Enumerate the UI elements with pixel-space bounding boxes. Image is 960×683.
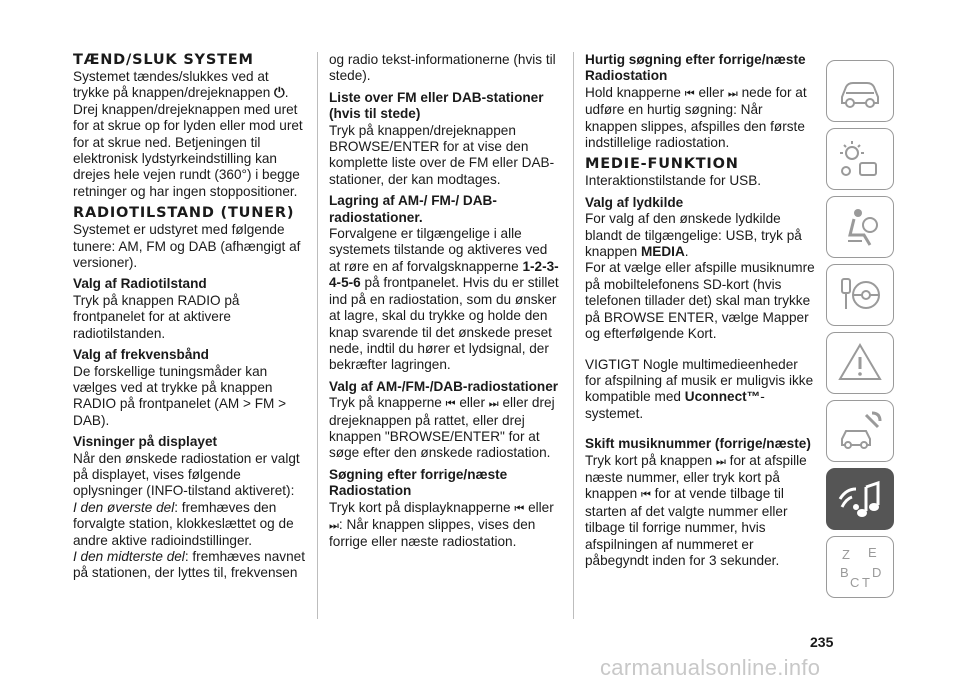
letter-b: B <box>840 565 849 580</box>
heading-liste: Liste over FM eller DAB-stationer (hvis til stede) <box>329 89 544 122</box>
para-sog: Tryk kort på displayknapperne ⏮ eller ⏭ : Når knappen slippes, vises den forrige eller næste radiostation. <box>329 499 554 550</box>
para-lydkilde-b: For at vælge eller afspille musiknumre på mobiltelefonens SD-kort (hvis telefonen tillader det) skal man trykke på BROWSE ENTER, vælge Mapper og efterfølgende Kort. <box>585 260 815 342</box>
power-icon: ⏻ <box>274 85 285 101</box>
tab-multimedia[interactable] <box>826 468 894 530</box>
multimedia-icon <box>836 477 884 521</box>
tab-airbag-seat[interactable] <box>826 196 894 258</box>
heading-skift: Skift musiknummer (forrige/næste) <box>585 436 811 452</box>
letter-c: C <box>850 575 860 589</box>
para-system-a: Systemet tændes/slukkes ved at trykke på knappen/drejeknappen ⏻. <box>73 69 289 101</box>
para-liste: Tryk på knappen/drejeknappen BROWSE/ENTER for at vise den komplette liste over de FM eller DAB-stationer, der kan modtages. <box>329 122 555 187</box>
para-valg: Tryk på knapperne ⏮ eller ⏭ eller drej drejeknappen på rattet, eller drej knappen "BROWSE/ENTER" for at søge efter den ønskede radiostation. <box>329 395 555 461</box>
next-track-icon: ⏭ <box>715 455 724 468</box>
next-track-icon: ⏭ <box>727 87 736 100</box>
letter-z: Z <box>842 547 850 562</box>
heading-system: TÆND/SLUK SYSTEM <box>73 52 254 68</box>
para-medie: Interaktionstilstande for USB. <box>585 173 762 189</box>
para-frekvens: De forskellige tuningsmåder kan vælges ved at trykke på knappen RADIO på frontpanelet (AM > FM > DAB). <box>73 363 287 428</box>
para-ovre: I den øverste del: fremhæves den forvalgte station, klokkeslættet og de andre aktive radioindstillinger. <box>73 499 294 548</box>
para-hurtig: Hold knapperne ⏮ eller ⏭ nede for at udføre en hurtig søgning: Når knappen slippes, afspilles den første indstillelige radiostation. <box>585 84 807 151</box>
heading-valg-radio: Valg af Radiotilstand <box>73 276 207 292</box>
tab-warning-triangle[interactable] <box>826 332 894 394</box>
para-vigtigt: VIGTIGT Nogle multimedieenheder for afspilning af musik er muligvis ikke kompatible med Uconnect™-systemet. <box>585 356 814 421</box>
heading-visninger: Visninger på displayet <box>73 434 218 450</box>
column-divider-1 <box>317 52 318 619</box>
column-divider-2 <box>573 52 574 619</box>
airbag-seat-icon <box>836 205 884 249</box>
heading-lagring: Lagring af AM-/ FM-/ DAB-radiostationer. <box>329 193 497 225</box>
car-outline-icon <box>836 69 884 113</box>
para-skift: Tryk kort på knappen ⏭ for at afspille næste nummer, eller tryk kort på knappen ⏮ for at vende tilbage til starten af det valgte nummer eller tilbage til forrige nummer, hvis afspilningen af nummeret er påbegyndt inden for 3 sekunder. <box>585 452 807 568</box>
prev-track-icon: ⏮ <box>445 398 454 411</box>
dashboard-lights-icon <box>836 137 884 181</box>
para-visninger: Når den ønskede radiostation er valgt på displayet, vises følgende oplysninger (INFO-tilstand aktiveret): <box>73 450 300 499</box>
tab-alphabet-index[interactable] <box>826 536 894 598</box>
para-lydkilde-a: For valg af den ønskede lydkilde blandt de tilgængelige: USB, tryk på knappen MEDIA. <box>585 211 802 260</box>
para-cont: og radio tekst-informationerne (hvis til stede). <box>329 52 556 84</box>
para-valg-radio: Tryk på knappen RADIO på frontpanelet for at aktivere radiotilstanden. <box>73 292 240 341</box>
para-system-b: Drej knappen/drejeknappen med uret for at skrue op for lyden eller mod uret for at skrue ned. Betjeningen til elektronisk lydstyrkeindstilling kan drejes hele vejen rundt (360°) i begge retninger og har ingen stoppositioner. <box>73 101 303 199</box>
next-track-icon: ⏭ <box>488 398 497 411</box>
para-radio: Systemet er udstyret med følgende tunere: AM, FM og DAB (afhængigt af versioner). <box>73 222 301 271</box>
heading-radio: RADIOTILSTAND (TUNER) <box>73 205 295 222</box>
prev-track-icon: ⏮ <box>514 502 523 515</box>
para-lagring: Forvalgene er tilgængelige i alle systemets tilstande og aktiveres ved at røre en af forvalgsknapperne 1-2-3-4-5-6 på frontpanelet. Hvis du er stillet ind på en radiostation, som du ønsker at lagre, skal du trykke og holde den knap svarende til det ønskede preset nede, indtil du hører et lydsignal, der bekræfter lagringen. <box>329 226 559 373</box>
tab-wrench-car[interactable] <box>826 400 894 462</box>
heading-lydkilde: Valg af lydkilde <box>585 194 684 210</box>
warning-triangle-icon <box>836 341 884 385</box>
tab-dashboard-lights[interactable] <box>826 128 894 190</box>
next-track-icon: ⏭ <box>329 519 337 532</box>
page-number: 235 <box>810 634 834 650</box>
letter-d: D <box>872 565 882 580</box>
column-3 <box>585 52 817 569</box>
watermark: carmanualsonline.info <box>600 655 821 680</box>
para-midt: I den midterste del: fremhæves navnet på stationen, der lyttes til, frekvensen <box>73 548 305 581</box>
chapter-sidebar <box>826 60 896 604</box>
heading-frekvens: Valg af frekvensbånd <box>73 347 209 363</box>
heading-valg-station: Valg af AM-/FM-/DAB-radiostationer <box>329 378 559 394</box>
column-1 <box>73 52 305 582</box>
letter-t: T <box>862 575 870 589</box>
tab-steering-key[interactable] <box>826 264 894 326</box>
heading-hurtig: Hurtig søgning efter forrige/næste Radiostation <box>585 52 806 84</box>
alphabet-index-icon <box>836 545 884 589</box>
heading-medie: MEDIE-FUNKTION <box>585 156 739 173</box>
column-2 <box>329 52 561 551</box>
heading-sogning: Søgning efter forrige/næste Radiostation <box>329 466 508 499</box>
letter-e: E <box>868 545 877 560</box>
tab-car-outline[interactable] <box>826 60 894 122</box>
wrench-car-icon <box>836 409 884 453</box>
prev-track-icon: ⏮ <box>684 87 693 100</box>
prev-track-icon: ⏮ <box>640 489 649 502</box>
steering-key-icon <box>836 273 884 317</box>
